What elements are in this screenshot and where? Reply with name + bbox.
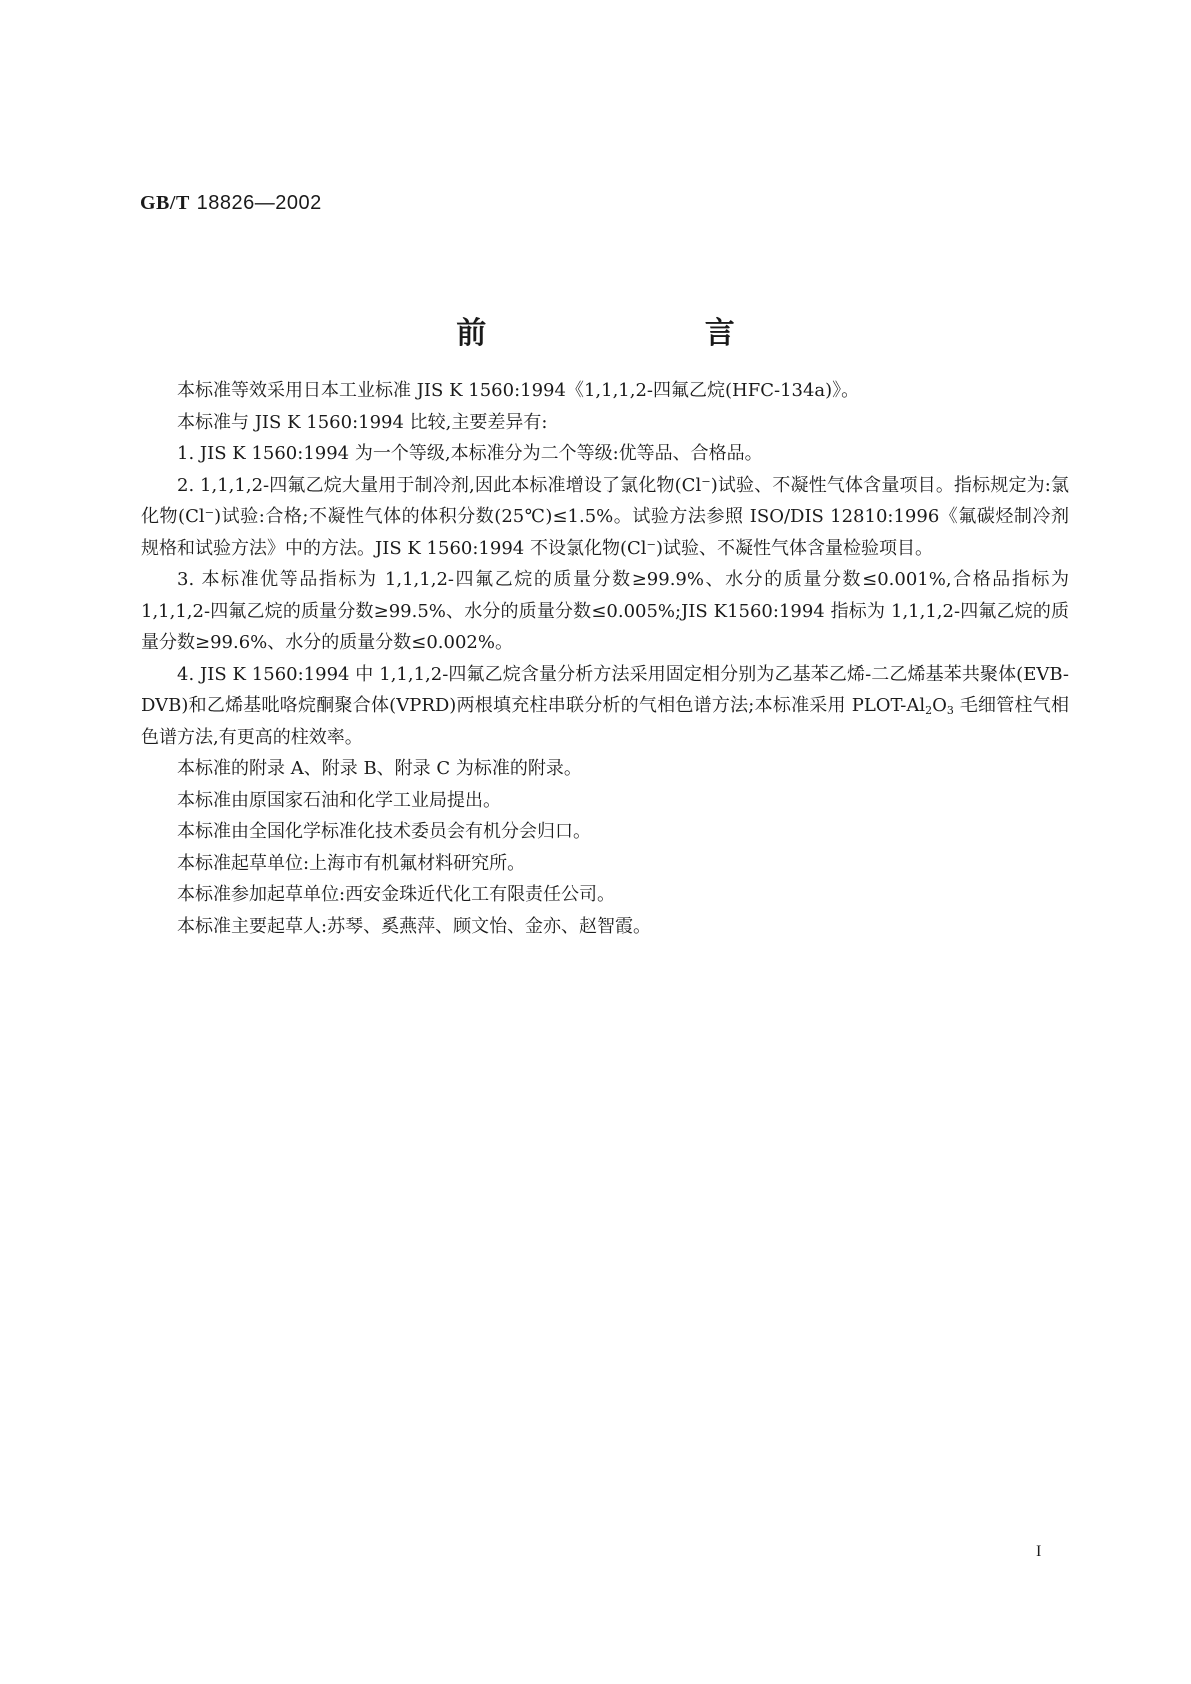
paragraph-drafters: 本标准主要起草人:苏琴、奚燕萍、顾文怡、金亦、赵智霞。 xyxy=(177,915,652,937)
paragraph-difference-4-end: 毛细管柱气相色谱方法,有更高的柱效率。 xyxy=(141,695,1069,748)
paragraph-difference-1: 1. JIS K 1560:1994 为一个等级,本标准分为二个等级:优等品、合格品。 xyxy=(177,443,763,464)
paragraph-centralized: 本标准由全国化学标准化技术委员会有机分会归口。 xyxy=(177,821,591,842)
paragraph-differences-intro: 本标准与 JIS K 1560:1994 比较,主要差异有: xyxy=(177,411,548,433)
oxygen-symbol: O xyxy=(932,695,947,716)
subscript-2: 2 xyxy=(925,704,933,717)
subscript-3: 3 xyxy=(946,704,954,717)
foreword-body xyxy=(141,375,1069,942)
paragraph-difference-2: 2. 1,1,1,2-四氟乙烷大量用于制冷剂,因此本标准增设了氯化物(Cl⁻)试验、不凝性气体含量项目。指标规定为:氯化物(Cl⁻)试验:合格;不凝性气体的体积分数(25℃)≤1.5%。试验方法参照 ISO/DIS 12810:1996《氟碳烃制冷剂 规格和试验方法》中的方法。JIS K 1560:1994 不设氯化物(Cl⁻)试验、不凝性气体含量检验项目。 xyxy=(141,474,1069,559)
paragraph-proposer: 本标准由原国家石油和化学工业局提出。 xyxy=(177,789,501,811)
paragraph-difference-4 xyxy=(141,659,1069,754)
page-title: 前 言 xyxy=(456,316,839,351)
page-number: I xyxy=(1036,1543,1042,1560)
paragraph-participating-unit: 本标准参加起草单位:西安金珠近代化工有限责任公司。 xyxy=(177,884,616,905)
paragraph-difference-4-text: 4. JIS K 1560:1994 中 1,1,1,2-四氟乙烷含量分析方法采用固定相分别为乙基苯乙烯-二乙烯基苯共聚体(EVB-DVB)和乙烯基吡咯烷酮聚合体(VPRD)两根填充柱串联分析的气相色谱方法;本标准采用 PLOT-Al xyxy=(141,663,1069,716)
paragraph-drafting-unit: 本标准起草单位:上海市有机氟材料研究所。 xyxy=(177,852,526,874)
standard-number: 18826—2002 xyxy=(196,192,322,214)
standard-code: GB/T xyxy=(140,192,190,214)
standard-header xyxy=(140,190,322,215)
paragraph-adoption: 本标准等效采用日本工业标准 JIS K 1560:1994《1,1,1,2-四氟乙烷(HFC-134a)》。 xyxy=(177,380,860,401)
paragraph-appendices: 本标准的附录 A、附录 B、附录 C 为标准的附录。 xyxy=(177,758,582,779)
paragraph-difference-3: 3. 本标准优等品指标为 1,1,1,2-四氟乙烷的质量分数≥99.9%、水分的质量分数≤0.001%,合格品指标为 1,1,1,2-四氟乙烷的质量分数≥99.5%、水分的质量分数≤0.005%;JIS K1560:1994 指标为 1,1,1,2-四氟乙烷的质量分数≥99.6%、水分的质量分数≤0.002%。 xyxy=(141,569,1069,653)
